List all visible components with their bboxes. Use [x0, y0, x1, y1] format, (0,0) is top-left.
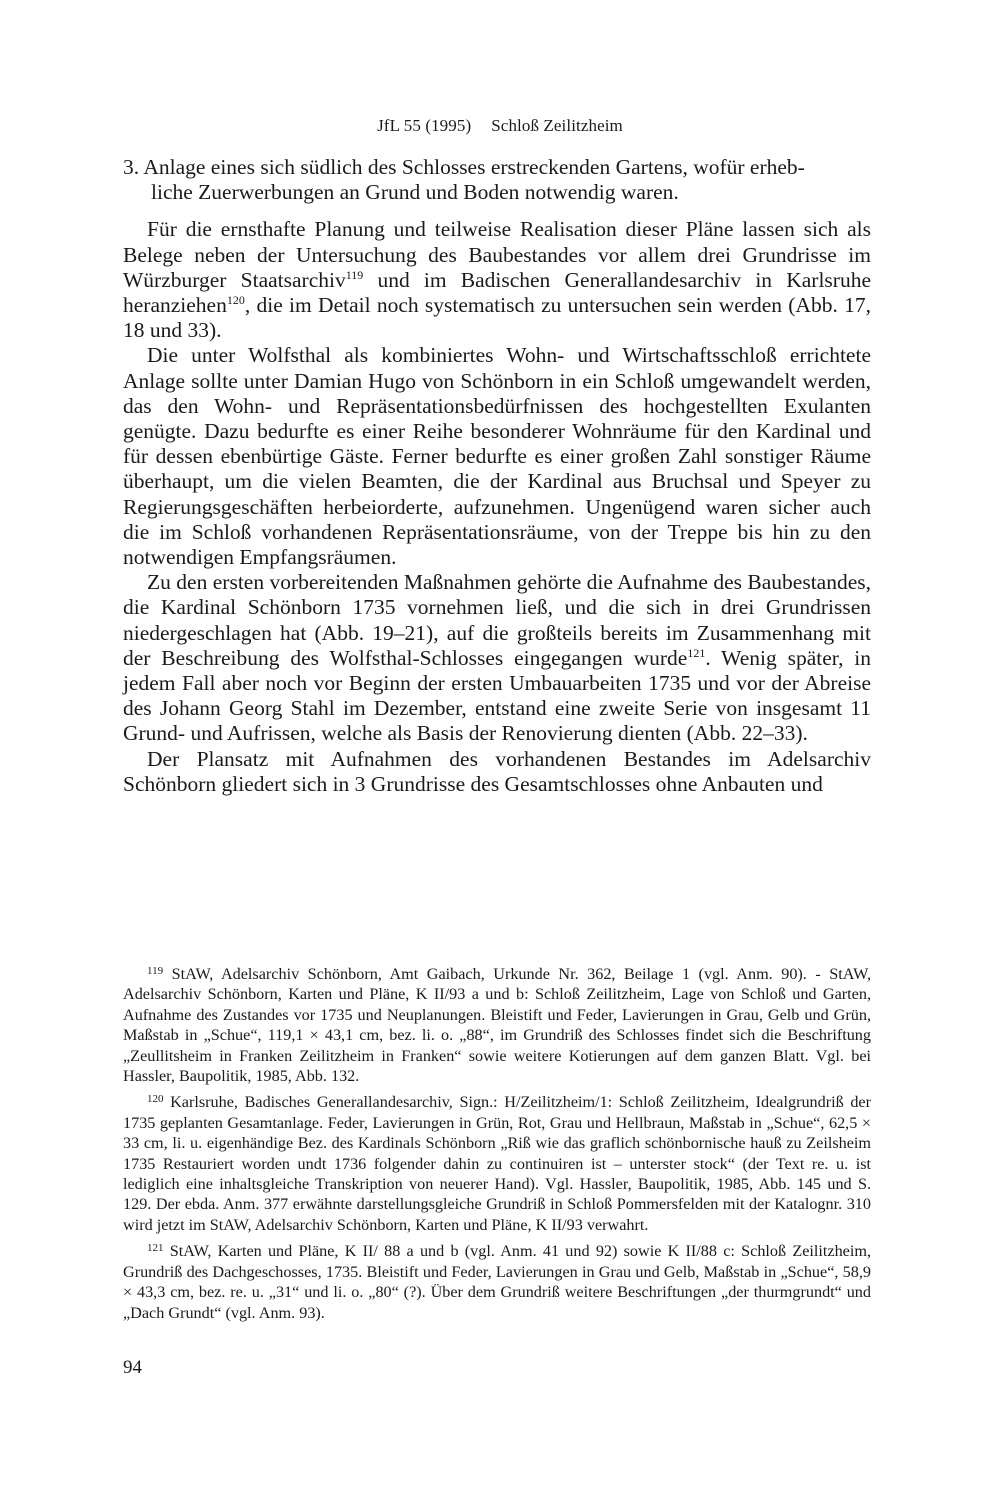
- footnote-text: StAW, Karten und Pläne, K II/ 88 a und b (vgl. Anm. 41 und 92) sowie K II/88 c: Schloß Zeilitzheim, Grundriß des Dachgeschosses, 1735. Bleistift und Feder, Lavierungen in Grau und Gelb, Maßstab in „Schue“, 58,9 × 43,3 cm, bez. re. u. „31“ und li. o. „80“ (?). Über dem Grundriß weitere Beschriftungen „der thurmgrundt“ und „Dach Grundt“ (vgl. Anm. 93).: [123, 1242, 871, 1322]
- footnote-ref-120[interactable]: 120: [226, 293, 245, 308]
- footnote-121: [123, 1241, 871, 1323]
- footnote-ref-121[interactable]: 121: [687, 645, 706, 660]
- paragraph-2: Die unter Wolfsthal als kombiniertes Wohn- und Wirtschaftsschloß errichtete Anlage sollte unter Damian Hugo von Schönborn in ein Schloß umgewandelt werden, das den Wohn- und Repräsentationsbedürfnissen des hochgestellten Exulanten genügte. Dazu bedurfte es einer Reihe besonderer Wohnräume für den Kardinal und für dessen ebenbürtige Gäste. Ferner bedurfte es einer großen Zahl sonstiger Räume überhaupt, um die vielen Beamten, die der Kardinal aus Bruchsal und Speyer zu Regierungsgeschäften herbeiorderte, aufzunehmen. Ungenügend waren sicher auch die im Schloß vorhandenen Repräsentationsräume, von der Treppe bis hin zu den notwendigen Empfangsräumen.: [123, 343, 871, 570]
- paragraph-3-text-a: Zu den ersten vorbereitenden Maßnahmen gehörte die Aufnahme des Baubestandes, die Kardinal Schönborn 1735 vornehmen ließ, und die sich in drei Grundrissen niedergeschlagen hat (Abb. 19–21), auf die großteils bereits im Zusammenhang mit der Beschreibung des Wolfsthal-Schlosses eingegangen wurde: [123, 570, 871, 670]
- list-item-3-line-1: 3. Anlage eines sich südlich des Schlosses erstreckenden Gartens, wofür erheb-: [123, 155, 805, 179]
- paragraph-3-text-b: . Wenig später, in jedem Fall aber noch vor Beginn der ersten Umbauarbeiten 1735 und vor der Abreise des Johann Georg Stahl im Dezember, entstand eine zweite Serie von insgesamt 11 Grund- und Aufrissen, welche als Basis der Renovierung dienten (Abb. 22–33).: [123, 645, 871, 746]
- running-title: Schloß Zeilitzheim: [491, 116, 623, 135]
- paragraph-1-text-b: und im Badischen Generallandesarchiv in Karlsruhe heranziehen: [123, 267, 871, 318]
- page-number: 94: [123, 1357, 142, 1378]
- footnotes: [123, 964, 871, 1329]
- list-item-3: [123, 155, 871, 205]
- footnote-119: [123, 964, 871, 1086]
- running-header: [0, 116, 1000, 136]
- footnote-text: Karlsruhe, Badisches Generallandesarchiv, Sign.: H/Zeilitzheim/1: Schloß Zeilitzheim, Idealgrundriß der 1735 geplanten Gesamtanlage. Feder, Lavierungen in Grün, Rot, Grau und Hellbraun, Maßstab in „Schue“, 62,5 × 33 cm, li. u. eigenhändige Bez. des Kardinals Schönborn „Riß wie das graflich schönbornische hauß zu Zeilsheim 1735 Restauriert worden undt 1736 folgender dahin zu continuiren ist – unterster stock“ (der Text re. u. ist lediglich eine inhaltsgleiche Transkription von neuerer Hand). Vgl. Hassler, Baupolitik, 1985, Abb. 145 und S. 129. Der ebda. Anm. 377 erwähnte darstellungsgleiche Grundriß in Schloß Pommersfelden mit der Katalognr. 310 wird jetzt im StAW, Adelsarchiv Schönborn, Karten und Pläne, K II/93 verwahrt.: [123, 1093, 871, 1234]
- paragraph-3: [123, 570, 871, 746]
- footnote-ref-119[interactable]: 119: [345, 267, 364, 282]
- list-item-3-line-2: liche Zuerwerbungen an Grund und Boden notwendig waren.: [151, 180, 679, 205]
- footnote-number: 120: [147, 1093, 164, 1106]
- paragraph-1: [123, 217, 871, 343]
- footnote-120: [123, 1092, 871, 1235]
- footnote-text: StAW, Adelsarchiv Schönborn, Amt Gaibach, Urkunde Nr. 362, Beilage 1 (vgl. Anm. 90). - StAW, Adelsarchiv Schönborn, Karten und Pläne, K II/93 a und b: Schloß Zeilitzheim, Lage von Schloß und Garten, Aufnahme des Zustandes vor 1735 und Neuplanungen. Bleistift und Feder, Lavierungen in Grau, Gelb und Grün, Maßstab in „Schue“, 119,1 × 43,1 cm, bez. li. o. „88“, im Grundriß des Schlosses findet sich die Beschriftung „Zeullitsheim in Franken Zeilitzheim in Franken“ sowie weitere Kotierungen auf dem ganzen Blatt. Vgl. bei Hassler, Baupolitik, 1985, Abb. 132.: [123, 965, 871, 1086]
- footnote-number: 119: [147, 965, 164, 977]
- main-text: [123, 155, 871, 797]
- paragraph-4: Der Plansatz mit Aufnahmen des vorhandenen Bestandes im Adelsarchiv Schönborn gliedert sich in 3 Grundrisse des Gesamtschlosses ohne Anbauten und: [123, 746, 871, 796]
- footnote-number: 121: [147, 1242, 164, 1255]
- paragraph-1-text-a: Für die ernsthafte Planung und teilweise Realisation dieser Pläne lassen sich als Belege neben der Untersuchung des Baubestandes vor allem drei Grundrisse im Würzburger Staatsarchiv: [123, 217, 871, 292]
- journal-citation: JfL 55 (1995): [377, 116, 472, 135]
- paragraph-1-text-c: , die im Detail noch systematisch zu untersuchen sein werden (Abb. 17, 18 und 33).: [123, 293, 871, 343]
